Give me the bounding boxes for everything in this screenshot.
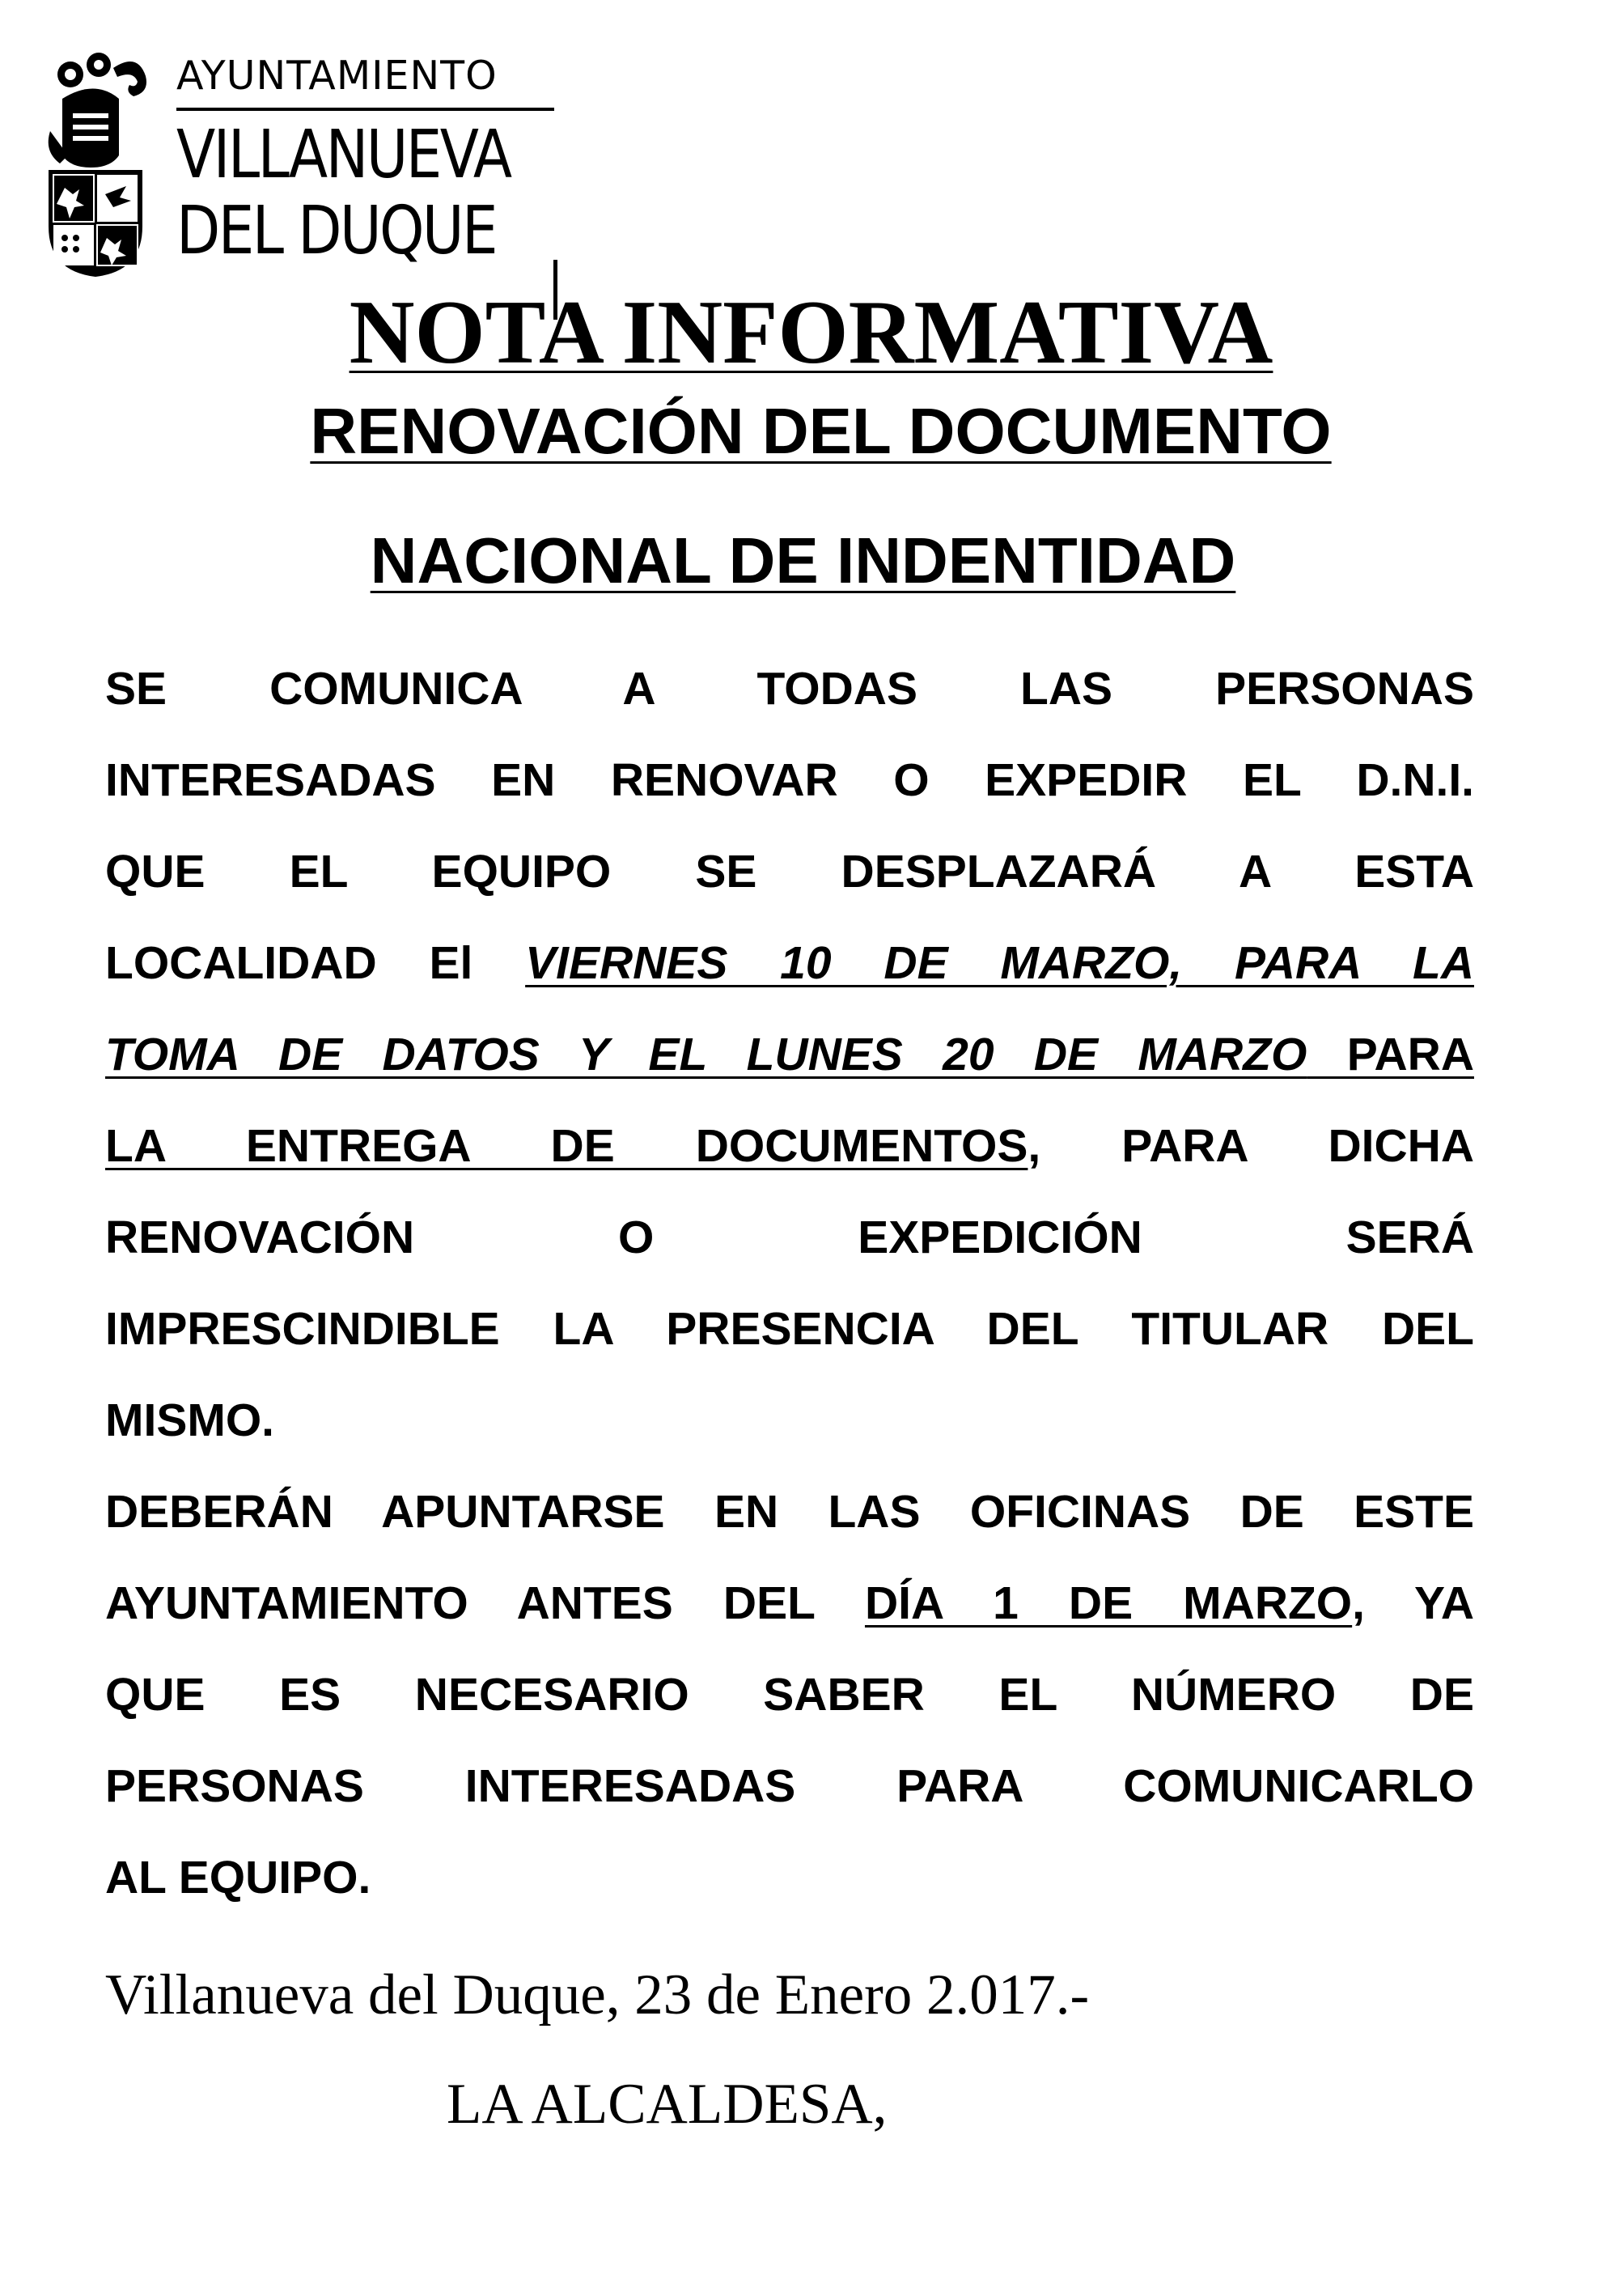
- org-name-line3: DEL DUQUE: [176, 193, 496, 269]
- org-name-line2: VILLANUEVA: [176, 117, 511, 193]
- highlight-deadline: DÍA 1 DE MARZO: [864, 1577, 1353, 1629]
- body-line: IMPRESCINDIBLE LA PRESENCIA DEL TITULAR DEL: [105, 1303, 1474, 1355]
- subtitle-line2: NACIONAL DE INDENTIDAD: [370, 524, 1236, 596]
- body-line: MISMO.: [105, 1394, 274, 1446]
- highlight-date-2: TOMA DE DATOS Y EL LUNES 20 DE MARZO: [105, 1029, 1307, 1080]
- body-line: QUE ES NECESARIO SABER EL NÚMERO DE: [105, 1669, 1474, 1721]
- notice-body: [105, 643, 1474, 1924]
- highlight-delivery: LA ENTREGA DE DOCUMENTOS: [105, 1120, 1028, 1172]
- body-line: DEBERÁN APUNTARSE EN LAS OFICINAS DE ESTE: [105, 1486, 1474, 1538]
- body-line: INTERESADAS EN RENOVAR O EXPEDIR EL D.N.I.: [105, 754, 1474, 806]
- document-date: Villanueva del Duque, 23 de Enero 2.017.-: [105, 1963, 1090, 2027]
- subtitle-line1: RENOVACIÓN DEL DOCUMENTO: [310, 395, 1332, 467]
- highlight-date-1: VIERNES 10 DE MARZO, PARA LA: [525, 937, 1474, 989]
- coat-of-arms-icon: [42, 50, 149, 277]
- body-line: RENOVACIÓN O EXPEDICIÓN SERÁ: [105, 1212, 1474, 1263]
- body-line: QUE EL EQUIPO SE DESPLAZARÁ A ESTA: [105, 846, 1474, 898]
- body-line: AL EQUIPO.: [105, 1852, 371, 1903]
- page-title: NOTA INFORMATIVA: [349, 282, 1273, 383]
- body-line: AYUNTAMIENTO ANTES DEL DÍA 1 DE MARZO, YA: [105, 1577, 1475, 1629]
- body-line: SE COMUNICA A TODAS LAS PERSONAS: [105, 663, 1474, 715]
- signature-title: LA ALCALDESA,: [447, 2073, 888, 2136]
- org-divider: [176, 108, 554, 111]
- body-line: PERSONAS INTERESADAS PARA COMUNICARLO: [105, 1760, 1474, 1812]
- body-line: LA ENTREGA DE DOCUMENTOS, PARA DICHA: [105, 1120, 1474, 1172]
- body-line: LOCALIDAD El VIERNES 10 DE MARZO, PARA LA: [105, 937, 1474, 989]
- org-name-top: AYUNTAMIENTO: [176, 53, 498, 99]
- body-line: TOMA DE DATOS Y EL LUNES 20 DE MARZO PARA: [105, 1029, 1474, 1080]
